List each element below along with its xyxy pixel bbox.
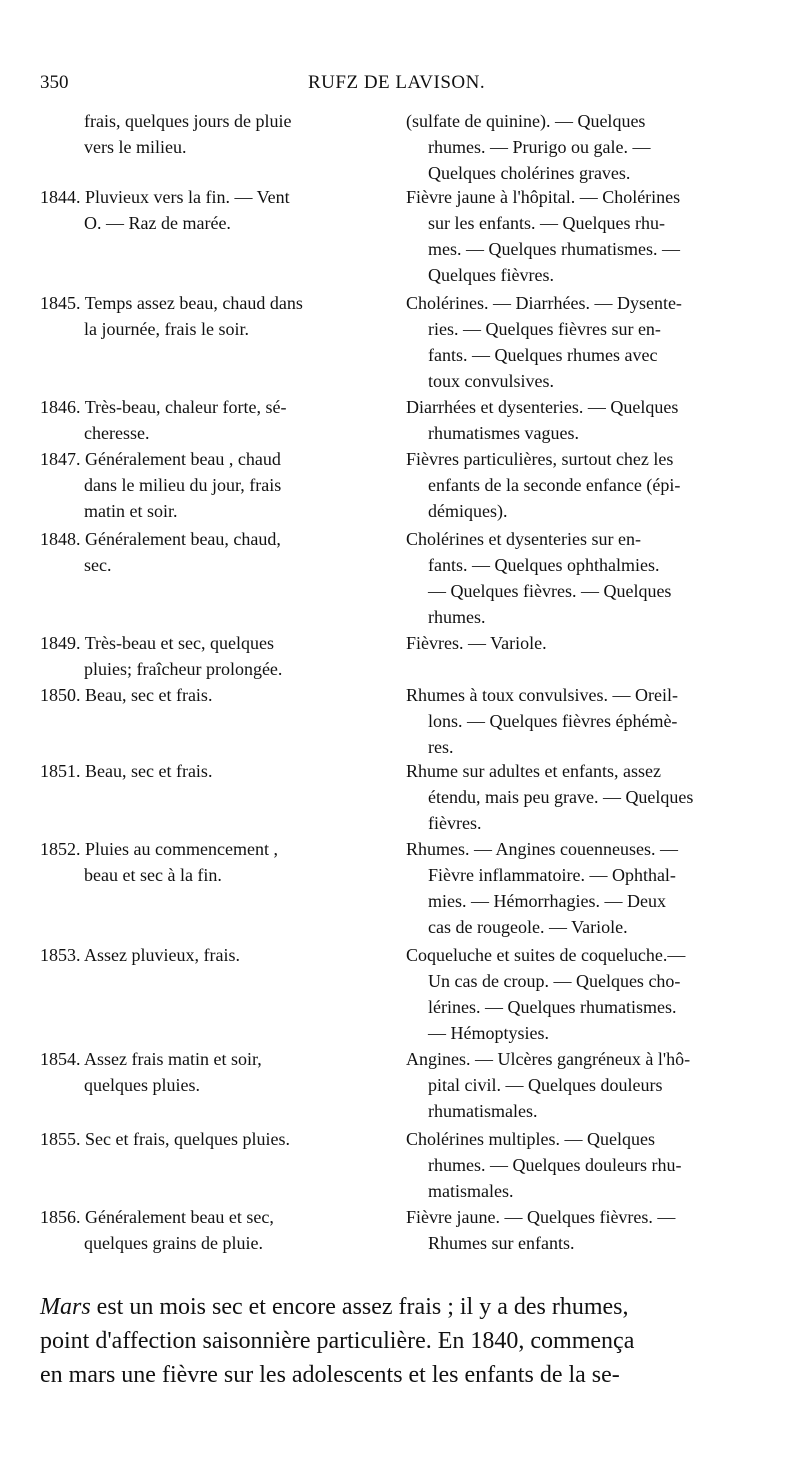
weather-cell [40,394,370,446]
illness-line: ries. — Quelques fièvres sur en- [428,319,661,339]
closing-line-3: en mars une fièvre sur les adolescents et les enfants de la se- [40,1362,620,1388]
illness-cell [406,394,776,446]
illness-cell [406,758,776,836]
year-label: 1849. [40,633,81,653]
weather-first-line [40,942,370,968]
weather-line: vers le milieu. [84,137,187,157]
illness-cell [406,836,776,940]
illness-line: Rhumes. — Angines couenneuses. — [406,839,678,859]
illness-line: (sulfate de quinine). — Quelques [406,111,646,131]
illness-line: Fièvres. — Variole. [406,633,547,653]
illness-line: fants. — Quelques rhumes avec [428,345,658,365]
weather-line: Assez frais matin et soir, [84,1049,262,1069]
illness-line: Cholérines multiples. — Quelques [406,1129,655,1149]
illness-cell [406,526,776,630]
weather-line: Généralement beau et sec, [85,1207,274,1227]
weather-line: O. — Raz de marée. [84,213,231,233]
illness-cell [406,1046,776,1124]
weather-line: Très-beau, chaleur forte, sé- [84,397,287,417]
closing-line-2: point d'affection saisonnière particulière. En 1840, commença [40,1328,635,1354]
illness-line: sur les enfants. — Quelques rhu- [428,213,665,233]
weather-line: sec. [84,555,112,575]
illness-line: rhumes. — Prurigo ou gale. — [428,137,651,157]
weather-line: Très-beau et sec, quelques [84,633,274,653]
illness-line: Rhumes sur enfants. [428,1233,575,1253]
illness-line: res. [428,737,454,757]
illness-cell [406,682,776,760]
illness-line: toux convulsives. [428,371,554,391]
weather-first-line [40,630,370,656]
illness-line: Cholérines et dysenteries sur en- [406,529,641,549]
year-label: 1856. [40,1207,81,1227]
year-label: 1854. [40,1049,81,1069]
illness-line: Coqueluche et suites de coqueluche.— [406,945,686,965]
year-label: 1853. [40,945,81,965]
weather-first-line [40,1126,370,1152]
weather-line: beau et sec à la fin. [84,865,222,885]
illness-line: Fièvre inflammatoire. — Ophthal- [428,865,676,885]
illness-line: matismales. [428,1181,514,1201]
year-label: 1852. [40,839,81,859]
illness-line: pital civil. — Quelques douleurs [428,1075,663,1095]
illness-line: Fièvre jaune à l'hôpital. — Cholérines [406,187,681,207]
weather-first-line [40,1204,370,1230]
weather-first-line [40,758,370,784]
illness-line: Fièvres particulières, surtout chez les [406,449,674,469]
weather-line: quelques grains de pluie. [84,1233,263,1253]
illness-line: Quelques fièvres. [428,265,554,285]
weather-line: matin et soir. [84,501,178,521]
running-head [40,72,780,96]
year-label: 1850. [40,685,81,705]
weather-line: Pluvieux vers la fin. — Vent [85,187,290,207]
weather-cell [40,108,370,160]
weather-first-line [40,290,370,316]
weather-cell [40,630,370,682]
weather-line: quelques pluies. [84,1075,200,1095]
year-label: 1845. [40,293,81,313]
illness-line: rhumes. — Quelques douleurs rhu- [428,1155,682,1175]
weather-cell [40,836,370,888]
illness-line: Un cas de croup. — Quelques cho- [428,971,681,991]
illness-line: mes. — Quelques rhumatismes. — [428,239,680,259]
weather-cell [40,758,370,784]
illness-line: Rhumes à toux convulsives. — Oreil- [406,685,678,705]
year-label: 1846. [40,397,81,417]
running-title: RUFZ DE LAVISON. [308,72,486,93]
year-label: 1848. [40,529,81,549]
illness-line: Fièvre jaune. — Quelques fièvres. — [406,1207,676,1227]
weather-line: cheresse. [84,423,150,443]
weather-line: Beau, sec et frais. [85,685,213,705]
weather-line: Temps assez beau, chaud dans [84,293,303,313]
weather-cell [40,526,370,578]
illness-line: démiques). [428,501,508,521]
closing-line-1 [40,1290,780,1324]
illness-line: Angines. — Ulcères gangréneux à l'hô- [406,1049,691,1069]
closing-line-1-rest: est un mois sec et encore assez frais ; il y a des rhumes, [90,1294,629,1320]
weather-first-line [40,682,370,708]
weather-cell [40,1204,370,1256]
weather-cell [40,184,370,236]
weather-line: Généralement beau, chaud, [85,529,281,549]
weather-line: Beau, sec et frais. [85,761,213,781]
illness-line: rhumes. [428,607,486,627]
weather-first-line [40,1046,370,1072]
illness-line: mies. — Hémorrhagies. — Deux [428,891,666,911]
illness-line: étendu, mais peu grave. — Quelques [428,787,694,807]
illness-cell [406,108,776,186]
weather-first-line [40,394,370,420]
year-label: 1851. [40,761,81,781]
weather-line: Pluies au commencement , [85,839,278,859]
illness-cell [406,446,776,524]
illness-cell [406,1204,776,1256]
illness-line: cas de rougeole. — Variole. [428,917,628,937]
year-label: 1847. [40,449,81,469]
weather-cell [40,1126,370,1152]
weather-cell [40,446,370,524]
weather-first-line [40,526,370,552]
illness-line: lons. — Quelques fièvres éphémè- [428,711,678,731]
weather-line: Sec et frais, quelques pluies. [85,1129,290,1149]
illness-line: lérines. — Quelques rhumatismes. [428,997,677,1017]
illness-line: rhumatismales. [428,1101,538,1121]
weather-first-line [40,184,370,210]
weather-line: Généralement beau , chaud [85,449,281,469]
illness-cell [406,942,776,1046]
illness-line: — Quelques fièvres. — Quelques [428,581,672,601]
illness-cell [406,184,776,288]
page-number: 350 [40,72,69,93]
weather-line: frais, quelques jours de pluie [84,111,292,131]
illness-line: Cholérines. — Diarrhées. — Dysente- [406,293,682,313]
illness-line: — Hémoptysies. [428,1023,549,1043]
weather-line: la journée, frais le soir. [84,319,249,339]
weather-first-line [40,446,370,472]
illness-line: Quelques cholérines graves. [428,163,631,183]
weather-cell [40,1046,370,1098]
weather-cell [40,682,370,708]
weather-cell [40,942,370,968]
illness-line: Diarrhées et dysenteries. — Quelques [406,397,679,417]
illness-line: fants. — Quelques ophthalmies. [428,555,660,575]
weather-first-line [40,836,370,862]
month-name: Mars [40,1294,91,1320]
weather-line: Assez pluvieux, frais. [84,945,240,965]
closing-paragraph [40,1290,780,1392]
weather-line: dans le milieu du jour, frais [84,475,282,495]
year-label: 1855. [40,1129,81,1149]
illness-cell [406,290,776,394]
illness-line: fièvres. [428,813,482,833]
illness-line: rhumatismes vagues. [428,423,579,443]
illness-line: enfants de la seconde enfance (épi- [428,475,681,495]
weather-cell [40,290,370,342]
weather-line: pluies; fraîcheur prolongée. [84,659,283,679]
illness-cell [406,1126,776,1204]
illness-cell [406,630,776,656]
year-label: 1844. [40,187,81,207]
illness-line: Rhume sur adultes et enfants, assez [406,761,661,781]
